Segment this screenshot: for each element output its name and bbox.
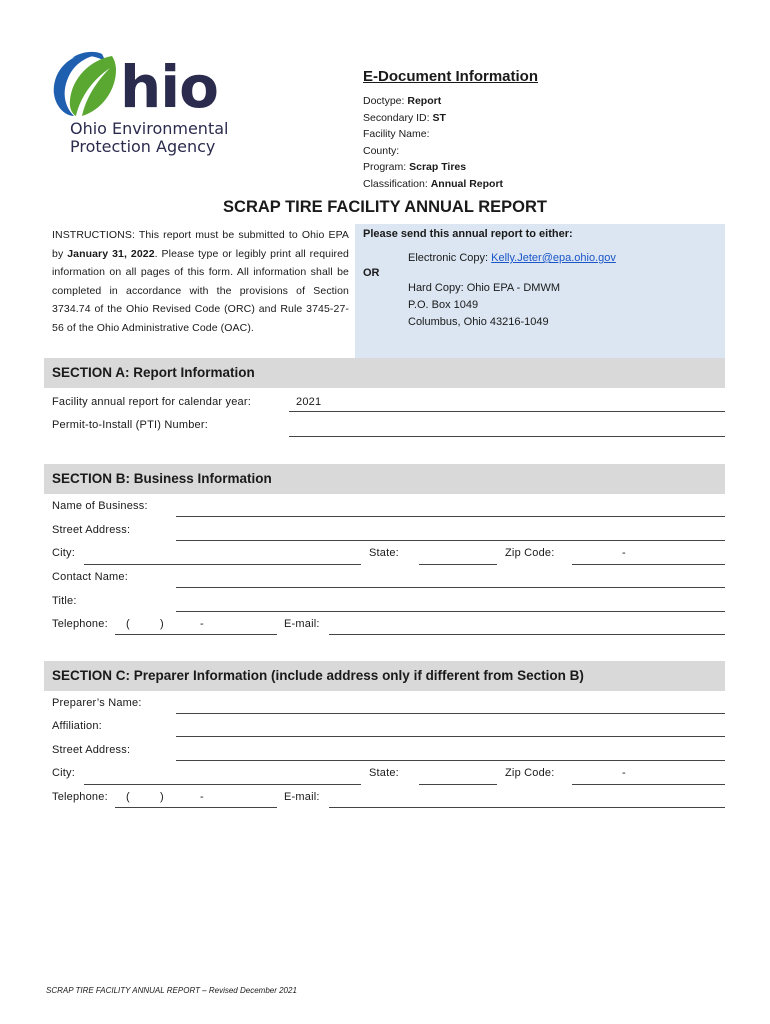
- calendar-year-value: 2021: [296, 396, 322, 408]
- b-zip-field[interactable]: [572, 564, 725, 565]
- contact-name-field[interactable]: [176, 587, 725, 588]
- b-city-label: City:: [52, 547, 75, 559]
- or-label: OR: [363, 267, 380, 279]
- c-area-open: (: [126, 791, 130, 803]
- c-street-field[interactable]: [176, 760, 725, 761]
- edoc-doctype: Doctype: Report: [363, 95, 442, 107]
- c-telephone-field[interactable]: [115, 807, 277, 808]
- edoc-facility-name: Facility Name:: [363, 128, 430, 140]
- edoc-county: County:: [363, 144, 400, 157]
- b-state-label: State:: [369, 547, 399, 559]
- c-telephone-label: Telephone:: [52, 791, 108, 803]
- send-header: Please send this annual report to either:: [363, 228, 573, 240]
- contact-name-label: Contact Name:: [52, 571, 128, 583]
- contact-title-field[interactable]: [176, 611, 725, 612]
- calendar-year-label: Facility annual report for calendar year:: [52, 396, 251, 408]
- preparer-name-label: Preparer’s Name:: [52, 697, 142, 709]
- b-area-close: ): [160, 618, 164, 630]
- contact-title-label: Title:: [52, 595, 77, 607]
- section-b-header: SECTION B: Business Information: [44, 464, 725, 494]
- hard-copy-line-3: Columbus, Ohio 43216-1049: [408, 316, 549, 328]
- logo-line-2: Protection Agency: [70, 137, 216, 156]
- business-name-field[interactable]: [176, 516, 725, 517]
- b-city-field[interactable]: [84, 564, 361, 565]
- section-c-header: SECTION C: Preparer Information (include address only if different from Section B): [44, 661, 725, 691]
- calendar-year-field[interactable]: [289, 411, 725, 412]
- pti-number-label: Permit-to-Install (PTI) Number:: [52, 419, 208, 431]
- report-title: SCRAP TIRE FACILITY ANNUAL REPORT: [223, 198, 547, 216]
- instructions-text: INSTRUCTIONS: This report must be submitted to Ohio EPA by January 31, 2022. Please type or legibly print all required information on all pages of this form. All information shall be completed in accordance with the provisions of Section 3734.74 of the Ohio Revised Code (ORC) and Rule 3745-27-56 of the Ohio Administrative Code (OAC).: [52, 229, 349, 334]
- edoc-secondary-id: Secondary ID: ST: [363, 111, 446, 124]
- logo-wordmark: hio: [120, 53, 219, 121]
- logo-line-1: Ohio Environmental: [70, 119, 229, 138]
- c-area-close: ): [160, 791, 164, 803]
- b-state-field[interactable]: [419, 564, 497, 565]
- c-city-label: City:: [52, 767, 75, 779]
- b-zip-label: Zip Code:: [505, 547, 555, 559]
- c-zip-dash: -: [622, 767, 626, 779]
- hard-copy-line-2: P.O. Box 1049: [408, 299, 479, 311]
- b-email-label: E-mail:: [284, 618, 320, 630]
- electronic-copy: Electronic Copy: Kelly.Jeter@epa.ohio.gov: [408, 252, 616, 264]
- c-street-label: Street Address:: [52, 744, 131, 756]
- send-report-box: [355, 224, 725, 360]
- b-street-label: Street Address:: [52, 524, 131, 536]
- b-area-open: (: [126, 618, 130, 630]
- section-a-header: SECTION A: Report Information: [44, 358, 725, 388]
- b-street-field[interactable]: [176, 540, 725, 541]
- pti-number-field[interactable]: [289, 436, 725, 437]
- edocument-info: [363, 68, 623, 192]
- preparer-name-field[interactable]: [176, 713, 725, 714]
- business-name-label: Name of Business:: [52, 500, 148, 512]
- b-telephone-field[interactable]: [115, 634, 277, 635]
- b-phone-dash: -: [200, 618, 204, 630]
- b-telephone-label: Telephone:: [52, 618, 108, 630]
- c-zip-label: Zip Code:: [505, 767, 555, 779]
- edoc-classification: Classification: Annual Report: [363, 177, 504, 190]
- affiliation-label: Affiliation:: [52, 720, 102, 732]
- hard-copy-line-1: Hard Copy: Ohio EPA - DMWM: [408, 282, 560, 294]
- c-state-label: State:: [369, 767, 399, 779]
- b-email-field[interactable]: [329, 634, 725, 635]
- ohio-epa-logo: [50, 48, 230, 160]
- edoc-title: E-Document Information: [363, 68, 538, 85]
- c-zip-field[interactable]: [572, 784, 725, 785]
- b-zip-dash: -: [622, 547, 626, 559]
- edoc-program: Program: Scrap Tires: [363, 161, 467, 173]
- c-city-field[interactable]: [84, 784, 361, 785]
- c-state-field[interactable]: [419, 784, 497, 785]
- affiliation-field[interactable]: [176, 736, 725, 737]
- c-phone-dash: -: [200, 791, 204, 803]
- email-link[interactable]: Kelly.Jeter@epa.ohio.gov: [491, 252, 616, 264]
- page-footer: SCRAP TIRE FACILITY ANNUAL REPORT – Revised December 2021: [46, 986, 297, 995]
- c-email-label: E-mail:: [284, 791, 320, 803]
- c-email-field[interactable]: [329, 807, 725, 808]
